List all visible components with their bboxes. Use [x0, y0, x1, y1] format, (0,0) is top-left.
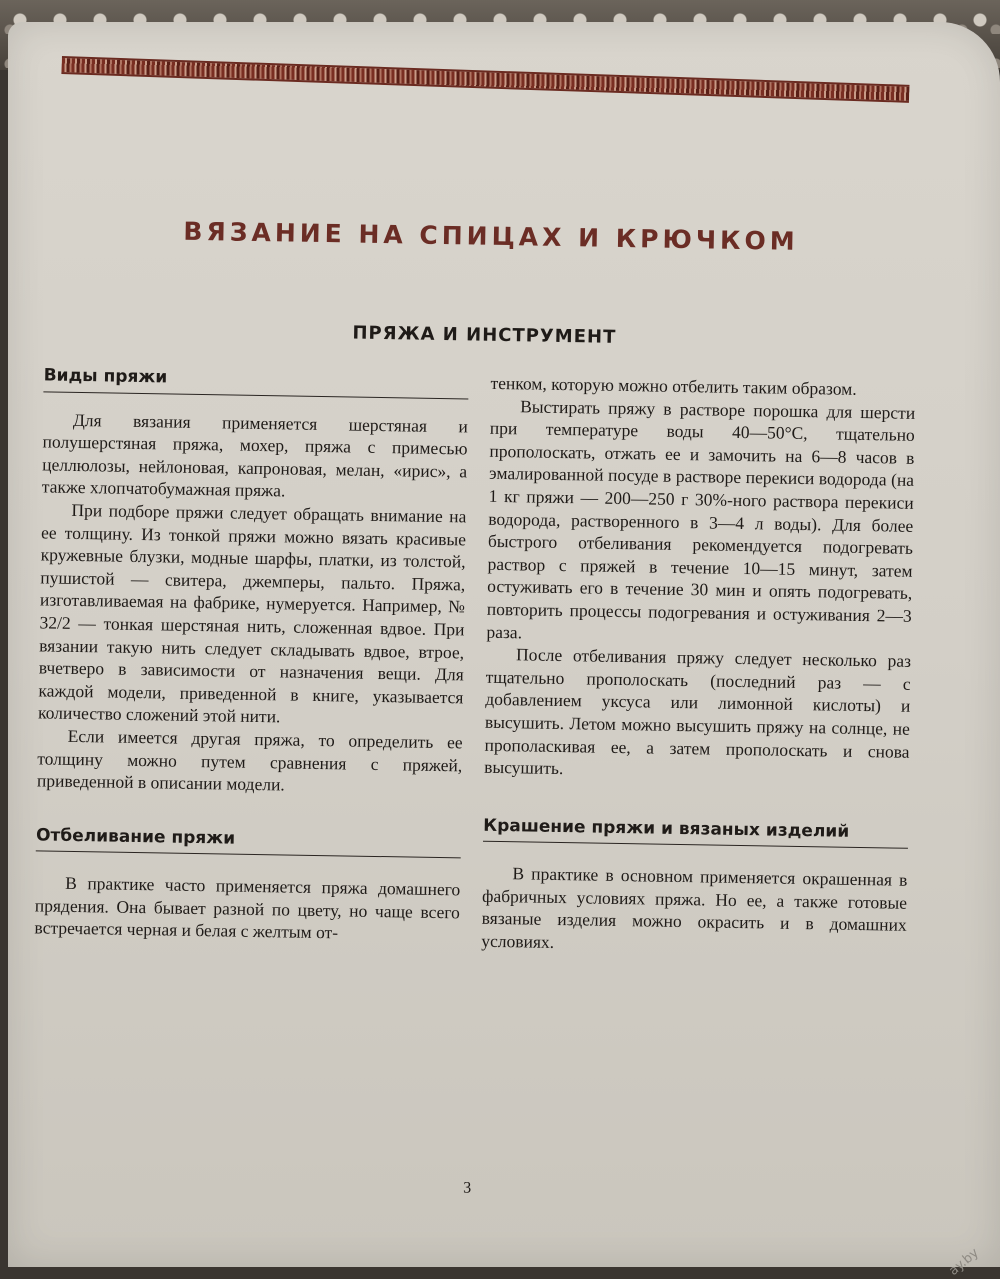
- paragraph: В практике часто применяется пряжа домашнего прядения. Она бывает разной по цвету, но чаще всего встречается черная и белая с желтым от-: [34, 873, 461, 943]
- watermark: ay.by: [946, 1245, 982, 1279]
- paragraph: Если имеется другая пряжа, то определить ее толщину можно путем сравнения с пряжей, приведенной в описании модели.: [36, 725, 463, 795]
- paragraph: В практике в основном применяется окрашенная в фабричных условиях пряжа. Но ее, а также готовые вязаные изделия можно окрасить и в домашних условиях.: [481, 863, 908, 953]
- paragraph: Выстирать пряжу в растворе порошка для шерсти при температуре воды 40—50°С, тщательно прополоскать, отжать ее и замочить на 6—8 часов в эмалированной посуде в растворе перекиси водорода (на 1 кг пряжи — 200—250 г 30%-ного раствора перекиси водорода, растворенного в 3—4 л воды). Для более быстрого отбеливания рекомендуется подогревать раствор с пряжей в течение 10—15 минут, затем остуживать его в течение 30 мин и опять подогревать, повторить процессы подогревания и остуживания 2—3 раза.: [486, 395, 916, 642]
- right-column: [481, 372, 916, 960]
- paragraph-continued: тенком, которую можно отбелить таким образом.: [490, 372, 857, 399]
- section-title: ПРЯЖА И ИНСТРУМЕНТ: [352, 322, 617, 348]
- paragraph: Для вязания применяется шерстяная и полушерстяная пряжа, мохер, пряжа с примесью целлюлозы, нейлоновая, капроновая, мелан, «ирис», а также хлопчатобумажная пряжа.: [41, 409, 469, 501]
- paragraph: При подборе пряжи следует обращать внимание на ее толщину. Из тонкой пряжи можно вязать красивые кружевные блузки, модные шарфы, платки, из толстой, пушистой — свитера, джемперы, пальто. Пряжа, изготавливаемая на фабрике, нумеруется. Например, № 32/2 — тонкая шерстяная нить, сложенная вдвое. При вязании такую нить следует складывать вдвое, втрое, вчетверо в зависимости от назначения вещи. Для каждой модели, приведенной в книге, указывается количество сложений этой нити.: [37, 499, 467, 727]
- subheading-bleaching: Отбеливание пряжи: [36, 824, 461, 859]
- left-column: [34, 364, 468, 946]
- chapter-title: ВЯЗАНИЕ НА СПИЦАХ И КРЮЧКОМ: [183, 216, 799, 256]
- subheading-dyeing: Крашение пряжи и вязаных изделий: [483, 814, 908, 849]
- subheading-yarn-types: Виды пряжи: [43, 364, 468, 399]
- paragraph: После отбеливания пряжу следует несколько раз тщательно прополоскать (последний раз — с добавлением уксуса или лимонной кислоты) и высушить. Летом можно высушить пряжу на солнце, не прополаскивая ее, а затем прополоскать и снова высушить.: [484, 644, 912, 779]
- page-number: 3: [463, 1179, 472, 1197]
